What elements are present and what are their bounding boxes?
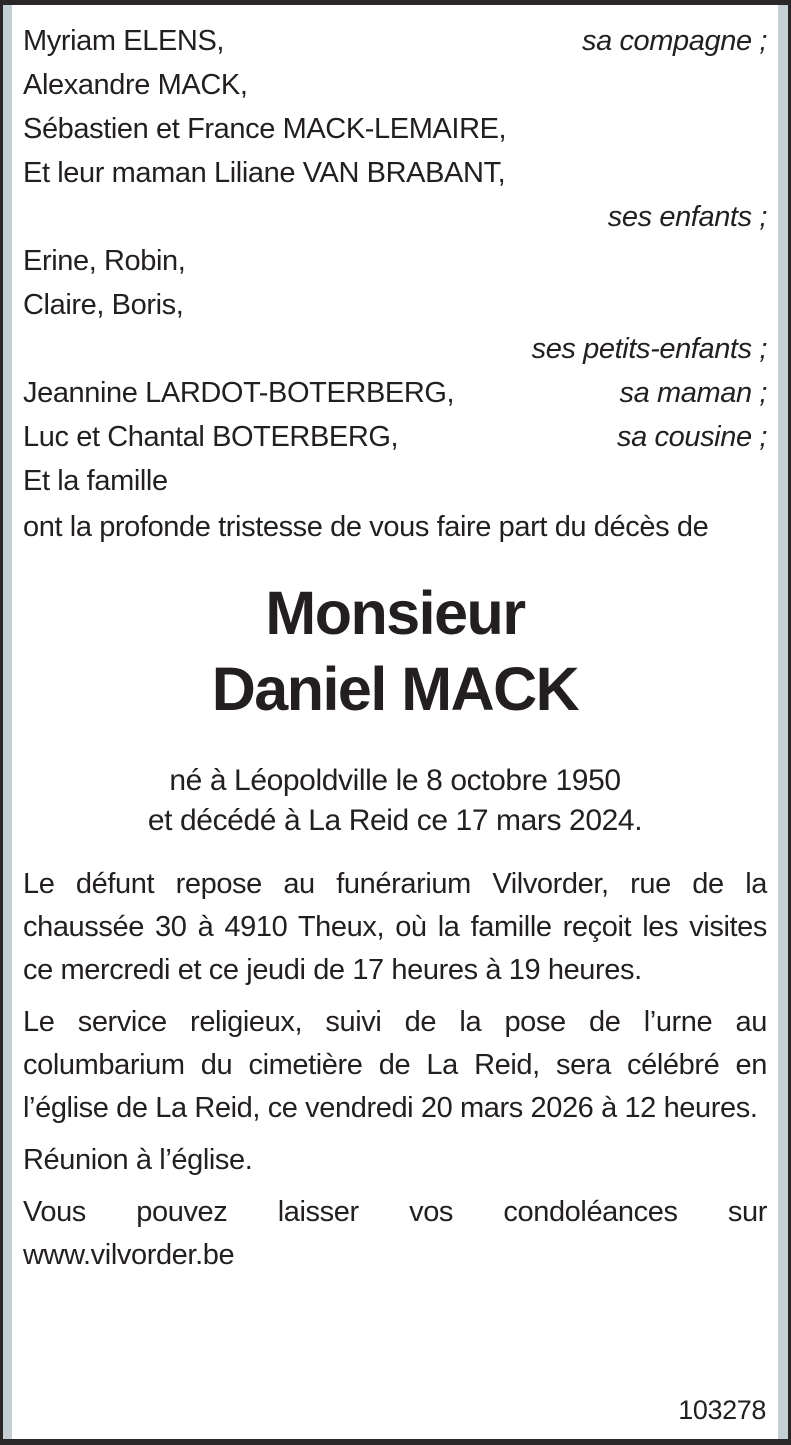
birth-line: né à Léopoldville le 8 octobre 1950 xyxy=(169,764,621,797)
dates-section xyxy=(23,761,767,841)
family-relation: ses petits-enfants ; xyxy=(531,333,767,365)
family-row xyxy=(23,415,767,459)
family-row xyxy=(23,459,767,503)
family-row xyxy=(23,371,767,415)
funeral-home-paragraph: Le défunt repose au funérarium Vilvorder, rue de la chaussée 30 à 4910 Theux, où la famille reçoit les visites ce mercredi et ce jeudi de 17 heures à 19 heures. xyxy=(23,868,767,986)
family-name: Sébastien et France MACK-LEMAIRE, xyxy=(23,113,507,145)
family-name: Claire, Boris, xyxy=(23,289,184,321)
death-line: et décédé à La Reid ce 17 mars 2024. xyxy=(147,804,643,837)
family-row xyxy=(23,63,767,107)
family-name: Erine, Robin, xyxy=(23,245,186,277)
family-row xyxy=(23,107,767,151)
details-section xyxy=(23,863,767,1277)
reference-number: 103278 xyxy=(678,1395,766,1425)
condolences-paragraph: Vous pouvez laisser vos condoléances sur www.vilvorder.be xyxy=(23,1196,767,1271)
family-name: Jeannine LARDOT-BOTERBERG, xyxy=(23,377,455,409)
death-notice-content xyxy=(3,5,788,1439)
family-name: Et leur maman Liliane VAN BRABANT, xyxy=(23,157,506,189)
family-relation: ses enfants ; xyxy=(607,201,767,233)
announcement-text: ont la profonde tristesse de vous faire part du décès de xyxy=(23,511,709,543)
deceased-civility: Monsieur xyxy=(265,579,525,647)
family-row xyxy=(23,239,767,283)
family-row xyxy=(23,195,767,239)
family-relation: sa maman ; xyxy=(619,377,767,409)
family-section xyxy=(23,19,767,503)
family-row xyxy=(23,283,767,327)
family-row xyxy=(23,151,767,195)
deceased-headline xyxy=(23,575,767,727)
family-name: Myriam ELENS, xyxy=(23,25,225,57)
meeting-paragraph: Réunion à l’église. xyxy=(23,1144,253,1176)
service-paragraph: Le service religieux, suivi de la pose de l’urne au columbarium du cimetière de La Reid, sera célébré en l’église de La Reid, ce vendredi 20 mars 2026 à 12 heures. xyxy=(23,1006,767,1124)
family-name: Luc et Chantal BOTERBERG, xyxy=(23,421,399,453)
family-relation: sa compagne ; xyxy=(581,25,767,57)
family-name: Et la famille xyxy=(23,465,168,497)
family-name: Alexandre MACK, xyxy=(23,69,248,101)
deceased-name: Daniel MACK xyxy=(211,655,579,723)
family-row xyxy=(23,19,767,63)
family-relation: sa cousine ; xyxy=(617,421,767,453)
family-row xyxy=(23,327,767,371)
